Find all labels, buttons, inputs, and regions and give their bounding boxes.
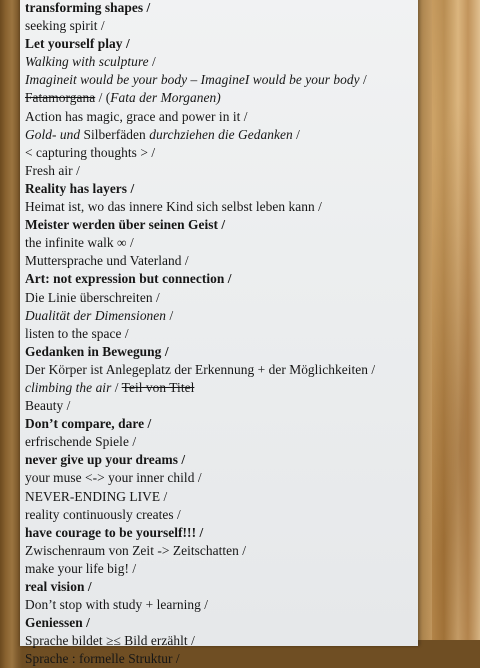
- text-line: [25, 307, 475, 325]
- text-segment: Dualität der Dimensionen: [25, 307, 167, 323]
- text-line: [25, 578, 475, 596]
- text-segment: Zwischenraum von Zeit -> Zeitschatten /: [25, 542, 247, 558]
- text-line: [25, 397, 475, 415]
- text-line: [25, 325, 475, 343]
- text-line: [25, 216, 475, 234]
- text-segment: Gedanken in Bewegung /: [25, 343, 169, 359]
- text-segment: Don’t compare, dare /: [25, 416, 152, 432]
- text-segment: Sprache bildet ≥≤ Bild erzählt /: [25, 633, 195, 649]
- text-line: [25, 596, 475, 614]
- text-segment: Action has magic, grace and power in it /: [25, 108, 248, 124]
- text-line: [25, 560, 475, 578]
- text-line: [25, 0, 475, 17]
- text-segment: Gold- und: [25, 126, 81, 142]
- text-line: [25, 415, 475, 433]
- text-segment: your muse <-> your inner child /: [25, 470, 202, 486]
- text-line: [25, 270, 475, 288]
- text-line: [25, 650, 475, 668]
- text-segment: have courage to be yourself!!! /: [25, 524, 204, 540]
- text-segment: Muttersprache und Vaterland /: [25, 253, 189, 269]
- text-segment: never give up your dreams /: [25, 452, 186, 468]
- text-segment: Fresh air /: [25, 162, 80, 178]
- text-line: [25, 542, 475, 560]
- text-segment: Geniessen /: [25, 615, 90, 631]
- text-segment: Art: not expression but connection /: [25, 271, 232, 287]
- text-line: [25, 488, 475, 506]
- text-segment: make your life big! /: [25, 560, 137, 576]
- text-segment: seeking spirit /: [25, 18, 105, 34]
- text-line: [25, 180, 475, 198]
- text-line: [25, 53, 475, 71]
- text-line: [25, 108, 475, 126]
- text-segment: erfrischende Spiele /: [25, 434, 137, 450]
- text-segment: Let yourself play /: [25, 36, 130, 52]
- text-segment: Walking with sculpture: [25, 54, 149, 70]
- text-line: [25, 162, 475, 180]
- text-segment: Fatamorgana: [25, 90, 96, 106]
- text-line: [25, 361, 475, 379]
- text-segment: the infinite walk ∞ /: [25, 235, 134, 251]
- text-segment: Heimat ist, wo das innere Kind sich selbst leben kann /: [25, 199, 322, 215]
- text-line: [25, 35, 475, 53]
- text-segment: Der Körper ist Anlegeplatz der Erkennung + der Möglichkeiten /: [25, 361, 376, 377]
- text-segment: /: [111, 379, 122, 395]
- text-segment: Reality has layers /: [25, 180, 135, 196]
- text-line: [25, 89, 475, 107]
- text-segment: reality continuously creates /: [25, 506, 181, 522]
- text-line: [25, 289, 475, 307]
- text-segment: < capturing thoughts > /: [25, 144, 156, 160]
- text-segment: climbing the air: [25, 379, 112, 395]
- text-line: [25, 144, 475, 162]
- text-segment: Fata der Morganen): [110, 90, 221, 106]
- text-line: [25, 71, 475, 89]
- text-line: [25, 17, 475, 35]
- text-line: [25, 252, 475, 270]
- text-segment: /: [359, 72, 367, 88]
- text-list: [25, 0, 475, 668]
- text-segment: real vision /: [25, 579, 92, 594]
- text-segment: Meister werden über seinen Geist /: [25, 217, 226, 233]
- text-segment: durchziehen die Gedanken: [149, 126, 293, 142]
- text-line: [25, 379, 475, 397]
- text-segment: /: [292, 126, 300, 142]
- text-segment: Imagineit would be your body – ImagineI would be your body: [25, 72, 360, 88]
- text-line: [25, 506, 475, 524]
- text-line: [25, 126, 475, 144]
- text-segment: listen to the space /: [25, 325, 129, 341]
- text-line: [25, 632, 475, 650]
- text-line: [25, 433, 475, 451]
- text-line: [25, 451, 475, 469]
- text-segment: /: [148, 54, 156, 70]
- text-segment: transforming shapes /: [25, 0, 151, 15]
- text-segment: Teil von Titel: [121, 379, 195, 395]
- text-line: [25, 343, 475, 361]
- text-segment: Silberfäden: [80, 126, 150, 142]
- text-line: [25, 198, 475, 216]
- text-line: [25, 234, 475, 252]
- text-segment: /: [166, 307, 174, 323]
- text-segment: NEVER-ENDING LIVE /: [25, 488, 168, 504]
- text-segment: Sprache : formelle Struktur /: [25, 651, 180, 667]
- text-line: [25, 469, 475, 487]
- text-line: [25, 614, 475, 632]
- text-segment: Die Linie überschreiten /: [25, 289, 160, 305]
- text-line: [25, 524, 475, 542]
- text-segment: / (: [95, 90, 111, 106]
- text-segment: Beauty /: [25, 398, 71, 414]
- text-segment: Don’t stop with study + learning /: [25, 597, 209, 613]
